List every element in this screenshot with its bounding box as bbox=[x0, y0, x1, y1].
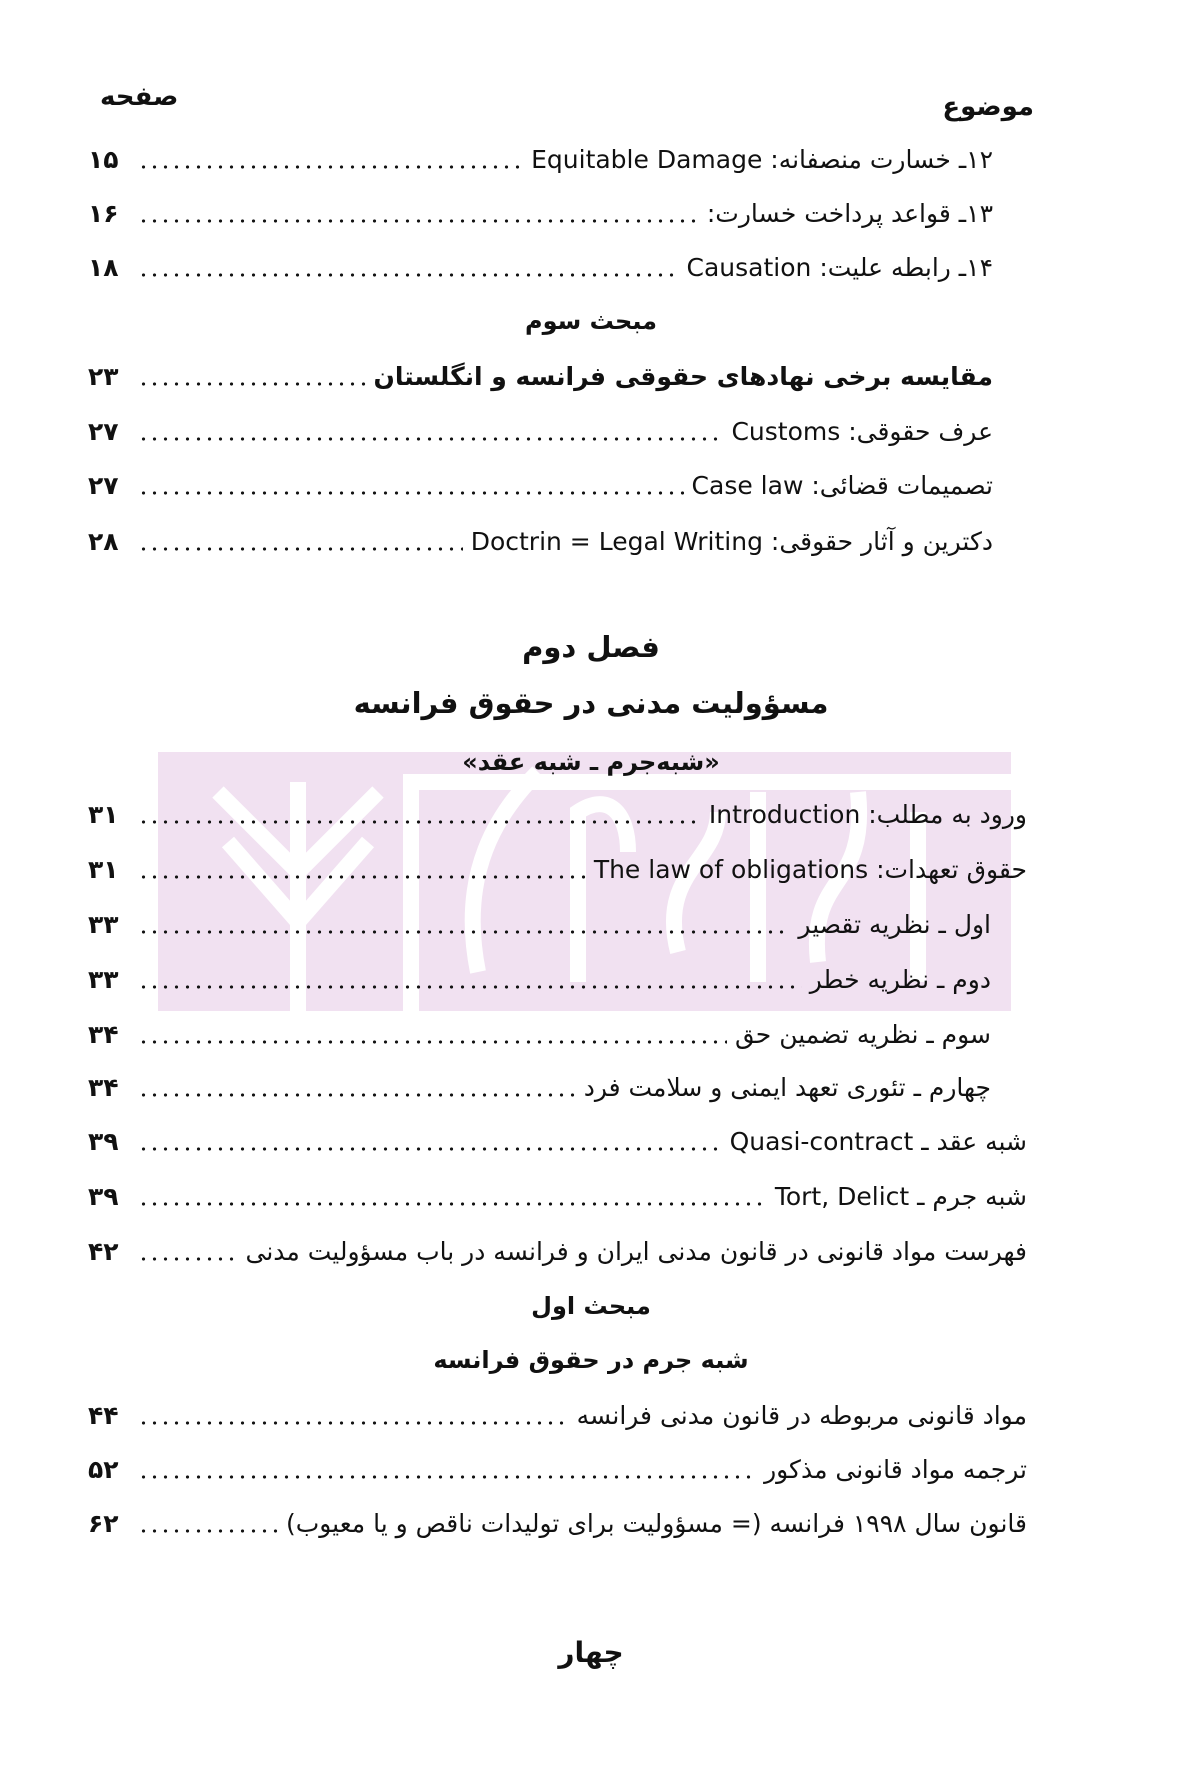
toc-entry[interactable] bbox=[88, 850, 1027, 890]
dot-leader bbox=[138, 1201, 767, 1207]
section-heading-1: مبحث اول bbox=[531, 1292, 651, 1320]
toc-entry[interactable] bbox=[88, 1450, 1027, 1490]
toc-entry-page: ۴۲ bbox=[88, 1237, 119, 1266]
toc-entry[interactable] bbox=[88, 960, 991, 1000]
dot-leader bbox=[138, 218, 699, 224]
dot-leader bbox=[138, 1474, 756, 1480]
toc-entry[interactable] bbox=[88, 466, 993, 506]
toc-entry-title: سوم ـ نظریه تضمین حق bbox=[734, 1020, 991, 1049]
toc-entry-title: ترجمه مواد قانونی مذکور bbox=[764, 1455, 1027, 1484]
toc-entry-title: چهارم ـ تئوری تعهد ایمنی و سلامت فرد bbox=[583, 1073, 991, 1102]
toc-entry-title: شبه جرم ـ Tort, Delict bbox=[774, 1182, 1027, 1211]
dot-leader bbox=[138, 874, 586, 880]
dot-leader bbox=[138, 1039, 727, 1045]
toc-entry-page: ۳۴ bbox=[88, 1020, 119, 1049]
toc-entry[interactable] bbox=[88, 1068, 991, 1108]
toc-entry[interactable] bbox=[88, 1122, 1027, 1162]
toc-entry-title: حقوق تعهدات: The law of obligations bbox=[593, 855, 1027, 884]
toc-entry-title: مقایسه برخی نهادهای حقوقی فرانسه و انگلستان bbox=[373, 362, 993, 391]
toc-entry-title: مواد قانونی مربوطه در قانون مدنی فرانسه bbox=[576, 1401, 1027, 1430]
toc-entry-page: ۳۱ bbox=[88, 855, 119, 884]
dot-leader bbox=[138, 436, 723, 442]
toc-entry-page: ۲۸ bbox=[88, 527, 119, 556]
toc-entry-page: ۳۳ bbox=[88, 910, 119, 939]
dot-leader bbox=[138, 1092, 576, 1098]
toc-entry-title: فهرست مواد قانونی در قانون مدنی ایران و فرانسه در باب مسؤولیت مدنی bbox=[245, 1237, 1027, 1266]
toc-entry-title: دکترین و آثار حقوقی: Doctrin = Legal Writing bbox=[470, 527, 993, 556]
footer-page-number: چهار bbox=[558, 1636, 624, 1669]
toc-entry[interactable] bbox=[88, 1504, 1027, 1544]
dot-leader bbox=[138, 164, 523, 170]
page-column-label: صفحه bbox=[100, 82, 179, 112]
toc-entry-page: ۲۷ bbox=[88, 417, 119, 446]
dot-leader bbox=[138, 272, 679, 278]
dot-leader bbox=[138, 1420, 569, 1426]
toc-entry[interactable] bbox=[88, 795, 1027, 835]
toc-entry[interactable] bbox=[88, 1232, 1027, 1272]
toc-entry-page: ۳۳ bbox=[88, 965, 119, 994]
toc-entry-page: ۶۲ bbox=[88, 1509, 119, 1538]
toc-entry-title: ورود به مطلب: Introduction bbox=[708, 800, 1027, 829]
toc-entry-page: ۳۴ bbox=[88, 1073, 119, 1102]
toc-entry[interactable] bbox=[88, 248, 993, 288]
dot-leader bbox=[138, 1146, 722, 1152]
toc-entry[interactable] bbox=[88, 194, 993, 234]
dot-leader bbox=[138, 1528, 278, 1534]
dot-leader bbox=[138, 490, 684, 496]
section-subheading-1: شبه جرم در حقوق فرانسه bbox=[433, 1346, 749, 1374]
toc-entry-page: ۲۷ bbox=[88, 471, 119, 500]
toc-entry-page: ۳۱ bbox=[88, 800, 119, 829]
toc-entry[interactable] bbox=[88, 1177, 1027, 1217]
toc-entry-title: ۱۴ـ رابطه علیت: Causation bbox=[686, 253, 993, 282]
toc-entry[interactable] bbox=[88, 1015, 991, 1055]
toc-entry-page: ۱۵ bbox=[88, 145, 119, 174]
toc-entry-page: ۱۶ bbox=[88, 199, 119, 228]
toc-entry-title: تصمیمات قضائی: Case law bbox=[691, 471, 993, 500]
toc-entry-title: اول ـ نظریه تقصیر bbox=[798, 910, 991, 939]
toc-entry-page: ۵۲ bbox=[88, 1455, 119, 1484]
dot-leader bbox=[138, 984, 802, 990]
toc-entry-page: ۴۴ bbox=[88, 1401, 119, 1430]
chapter-title: فصل دوم bbox=[522, 630, 660, 664]
toc-entry-title: قانون سال ۱۹۹۸ فرانسه (= مسؤولیت برای تولیدات ناقص و یا معیوب) bbox=[285, 1509, 1027, 1538]
topic-column-label: موضوع bbox=[942, 92, 1034, 122]
toc-entry-page: ۳۹ bbox=[88, 1127, 119, 1156]
toc-entry-title: عرف حقوقی: Customs bbox=[731, 417, 993, 446]
toc-entry-page: ۲۳ bbox=[88, 362, 119, 391]
section-heading-3: مبحث سوم bbox=[525, 307, 657, 335]
toc-entry-page: ۱۸ bbox=[88, 253, 119, 282]
toc-entry[interactable] bbox=[88, 522, 993, 562]
dot-leader bbox=[138, 929, 790, 935]
dot-leader bbox=[138, 819, 701, 825]
toc-entry[interactable] bbox=[88, 140, 993, 180]
dot-leader bbox=[138, 1256, 237, 1262]
toc-entry-title: دوم ـ نظریه خطر bbox=[809, 965, 991, 994]
toc-entry-title: ۱۲ـ خسارت منصفانه: Equitable Damage bbox=[531, 145, 993, 174]
toc-entry-page: ۳۹ bbox=[88, 1182, 119, 1211]
toc-entry[interactable] bbox=[88, 1396, 1027, 1436]
toc-entry-title: ۱۳ـ قواعد پرداخت خسارت: bbox=[706, 199, 993, 228]
dot-leader bbox=[138, 381, 366, 387]
dot-leader bbox=[138, 546, 463, 552]
toc-entry[interactable] bbox=[88, 357, 993, 397]
chapter-subsubtitle: «شبه‌جرم ـ شبه عقد» bbox=[462, 748, 720, 776]
toc-entry[interactable] bbox=[88, 412, 993, 452]
toc-entry[interactable] bbox=[88, 905, 991, 945]
chapter-subtitle: مسؤولیت مدنی در حقوق فرانسه bbox=[353, 686, 829, 720]
toc-entry-title: شبه عقد ـ Quasi-contract bbox=[729, 1127, 1027, 1156]
